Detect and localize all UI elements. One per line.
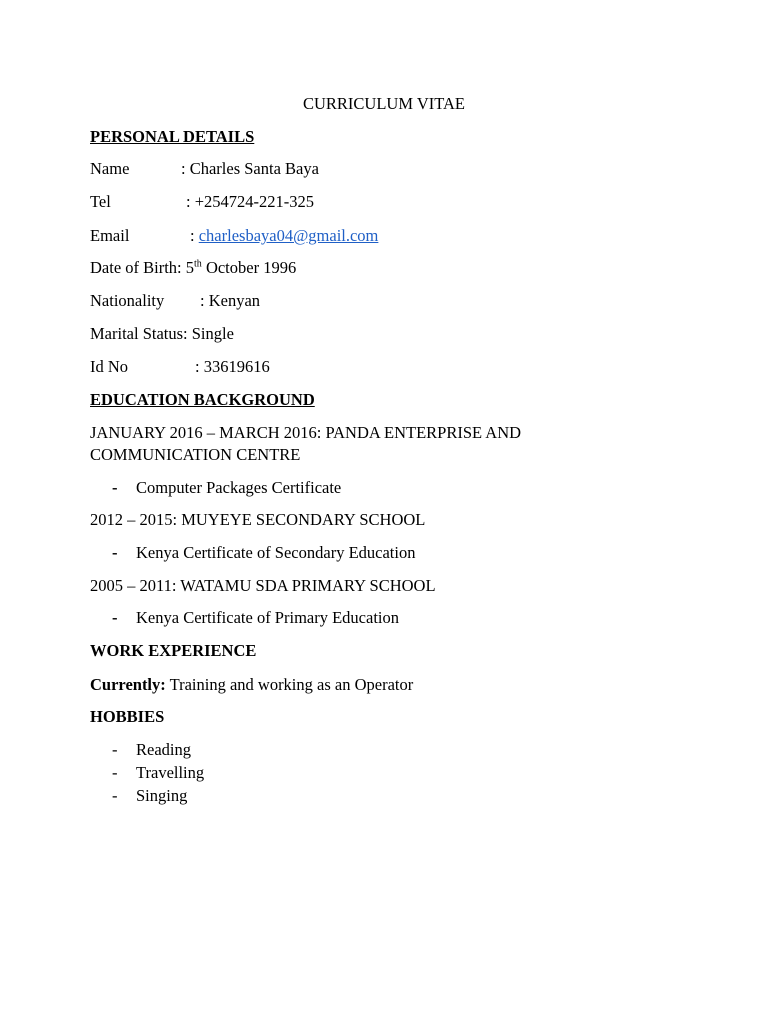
dob-day-suffix: th <box>194 258 202 270</box>
tel-row <box>90 192 314 212</box>
marital-status-row: Marital Status: Single <box>90 324 234 343</box>
email-row <box>90 226 378 246</box>
hobby-item: Reading <box>136 740 191 759</box>
bullet-dash: - <box>112 608 118 627</box>
education-entry-line: 2012 – 2015: MUYEYE SECONDARY SCHOOL <box>90 510 426 529</box>
id-label: Id No <box>90 357 129 376</box>
education-award: Kenya Certificate of Primary Education <box>136 608 399 627</box>
dob-rest: October 1996 <box>201 258 297 277</box>
bullet-dash: - <box>112 763 118 782</box>
hobby-item: Travelling <box>136 763 205 782</box>
name-value: : Charles Santa Baya <box>181 159 319 178</box>
work-current-label: Currently: <box>90 675 166 694</box>
bullet-dash: - <box>112 543 118 562</box>
email-label: Email <box>90 226 130 245</box>
bullet-dash: - <box>112 786 118 805</box>
education-entry-line: 2005 – 2011: WATAMU SDA PRIMARY SCHOOL <box>90 576 436 595</box>
dob-day: 5 <box>185 258 195 277</box>
hobby-item: Singing <box>136 786 188 805</box>
dob-row <box>90 258 296 278</box>
document-title: CURRICULUM VITAE <box>302 94 465 113</box>
education-award: Computer Packages Certificate <box>136 478 342 497</box>
bullet-dash: - <box>112 740 118 759</box>
nationality-row <box>90 291 260 311</box>
tel-label: Tel <box>90 192 111 211</box>
work-current-row <box>90 675 413 695</box>
id-value: : 33619616 <box>195 357 270 376</box>
work-current-text: Training and working as an Operator <box>165 675 414 694</box>
nationality-label: Nationality <box>90 291 165 310</box>
personal-details-heading: PERSONAL DETAILS <box>90 127 255 146</box>
work-experience-heading: WORK EXPERIENCE <box>90 641 257 660</box>
tel-value: : +254724-221-325 <box>186 192 315 211</box>
name-label: Name <box>90 159 130 178</box>
nationality-value: : Kenyan <box>200 291 261 310</box>
id-row <box>90 357 270 377</box>
hobbies-heading: HOBBIES <box>90 707 165 726</box>
education-entry-line: JANUARY 2016 – MARCH 2016: PANDA ENTERPRISE AND <box>90 423 522 442</box>
education-entry-line: COMMUNICATION CENTRE <box>90 445 301 464</box>
education-heading: EDUCATION BACKGROUND <box>90 390 315 409</box>
email-link[interactable]: charlesbaya04@gmail.com <box>198 226 379 245</box>
email-separator: : <box>190 226 199 245</box>
dob-label: Date of Birth: <box>90 258 186 277</box>
bullet-dash: - <box>112 478 118 497</box>
name-row <box>90 159 319 179</box>
education-award: Kenya Certificate of Secondary Education <box>136 543 416 562</box>
